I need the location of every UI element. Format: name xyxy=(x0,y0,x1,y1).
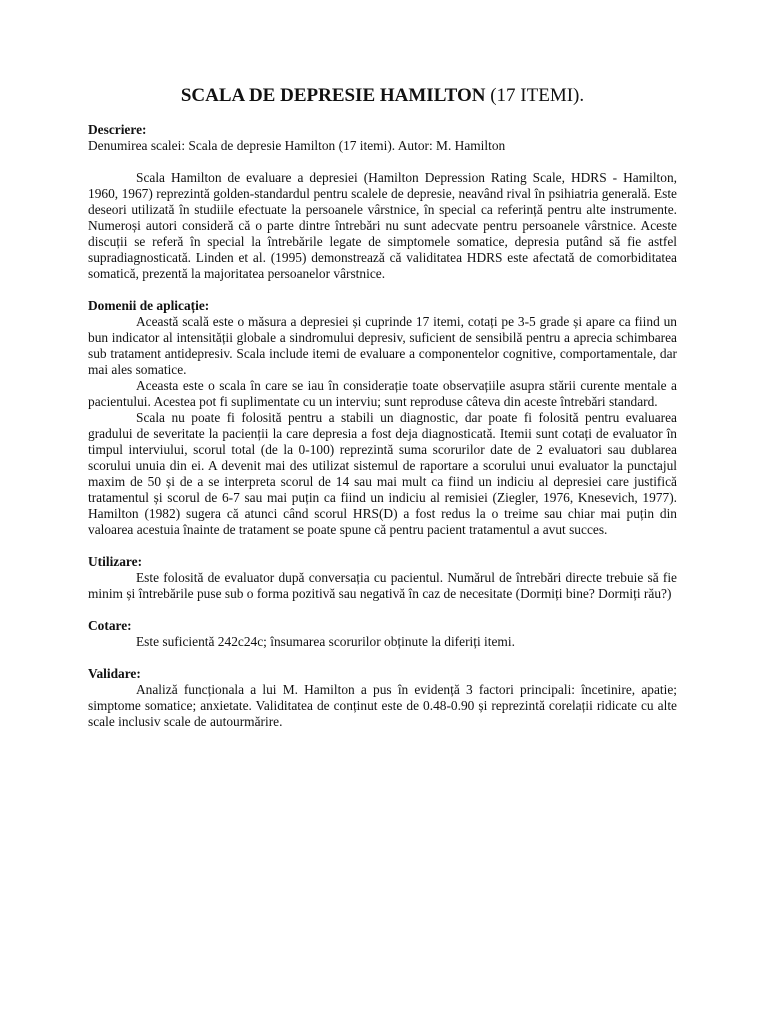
cotare-heading: Cotare: xyxy=(88,618,132,633)
cotare-paragraph: Este suficientă 242c24c; însumarea scorurilor obținute la diferiți itemi. xyxy=(136,634,515,649)
document-page xyxy=(88,84,677,730)
validare-heading: Validare: xyxy=(88,666,141,681)
title-rest: (17 ITEMI). xyxy=(485,85,585,106)
domenii-paragraph: Această scală este o măsura a depresiei și cuprinde 17 itemi, cotați pe 3-5 grade și apare ca fiind un bun indicator al intensității globale a sindromului depresiv, suficient de sensibilă pentru a aprecia schimbarea sub tratament antidepresiv. Scala include itemi de evaluare a componentelor cognitive, comportamentale, dar mai ales somatice. xyxy=(88,314,677,377)
section-validare xyxy=(88,666,677,730)
section-domenii xyxy=(88,298,677,538)
section-descriere xyxy=(88,122,677,282)
domenii-heading: Domenii de aplicație: xyxy=(88,298,210,313)
descriere-paragraph: Scala Hamilton de evaluare a depresiei (Hamilton Depression Rating Scale, HDRS - Hamilton, 1960, 1967) reprezintă golden-standardul pentru scalele de depresie, neavând rival în psihiatria generală. Este deseori utilizată în studiile efectuate la persoanele vârstnice, în special ca referință pentru alte instrumente. Numeroși autori consideră că o parte dintre întrebări nu sunt adecvate pentru persoanele vârstnice. Aceste discuții se referă în special la întrebările legate de simptomele somatice, depresia putând să fie astfel supradiagnosticată. Linden et al. (1995) demonstrează că validitatea HDRS este afectată de comorbiditatea somatică, prezentă la majoritatea persoanelor vârstnice. xyxy=(88,170,677,281)
title-bold: SCALA DE DEPRESIE HAMILTON xyxy=(180,85,486,106)
domenii-paragraph: Aceasta este o scala în care se iau în considerație toate observațiile asupra stării curente mentale a pacientului. Acestea pot fi suplimentate cu un interviu; sunt reproduse câteva din aceste întrebări standard. xyxy=(88,378,677,409)
utilizare-heading: Utilizare: xyxy=(88,554,143,569)
validare-paragraph: Analiză funcționala a lui M. Hamilton a pus în evidență 3 factori principali: încetinire, apatie; simptome somatice; anxietate. Validitatea de conținut este de 0.48-0.90 și reprezintă corelații ridicate cu alte scale inclusiv scale de autourmărire. xyxy=(88,682,677,729)
descriere-denumirea: Denumirea scalei: Scala de depresie Hamilton (17 itemi). Autor: M. Hamilton xyxy=(88,138,506,153)
descriere-heading: Descriere: xyxy=(88,122,147,137)
document-title xyxy=(88,84,677,108)
section-utilizare xyxy=(88,554,677,602)
utilizare-paragraph: Este folosită de evaluator după conversația cu pacientul. Numărul de întrebări directe trebuie să fie minim și întrebările puse sub o forma pozitivă sau negativă în caz de necesitate (Dormiți bine? Dormiți rău?) xyxy=(88,570,677,601)
domenii-paragraph: Scala nu poate fi folosită pentru a stabili un diagnostic, dar poate fi folosită pentru evaluarea gradului de severitate la pacienții la care depresia a fost deja diagnosticată. Itemii sunt cotați de evaluator în timpul interviului, scorul total (de la 0-100) reprezintă suma scorurilor date de 2 evaluatori sau dublarea scorului unuia din ei. A devenit mai des utilizat sistemul de raportare a scorului unui evaluator la punctajul maxim de 50 și de a se interpreta scorul de 14 sau mai mult ca fiind un indiciu al depresiei care justifică tratamentul și scorul de 6-7 sau mai puțin ca fiind un indiciu al remisiei (Ziegler, 1976, Knesevich, 1977). Hamilton (1982) sugera că atunci când scorul HRS(D) a fost redus la o treime sau chiar mai puțin din valoarea acestuia înainte de tratament se poate spune că pentru pacient tratamentul a avut succes. xyxy=(88,410,677,537)
section-cotare xyxy=(88,618,677,650)
